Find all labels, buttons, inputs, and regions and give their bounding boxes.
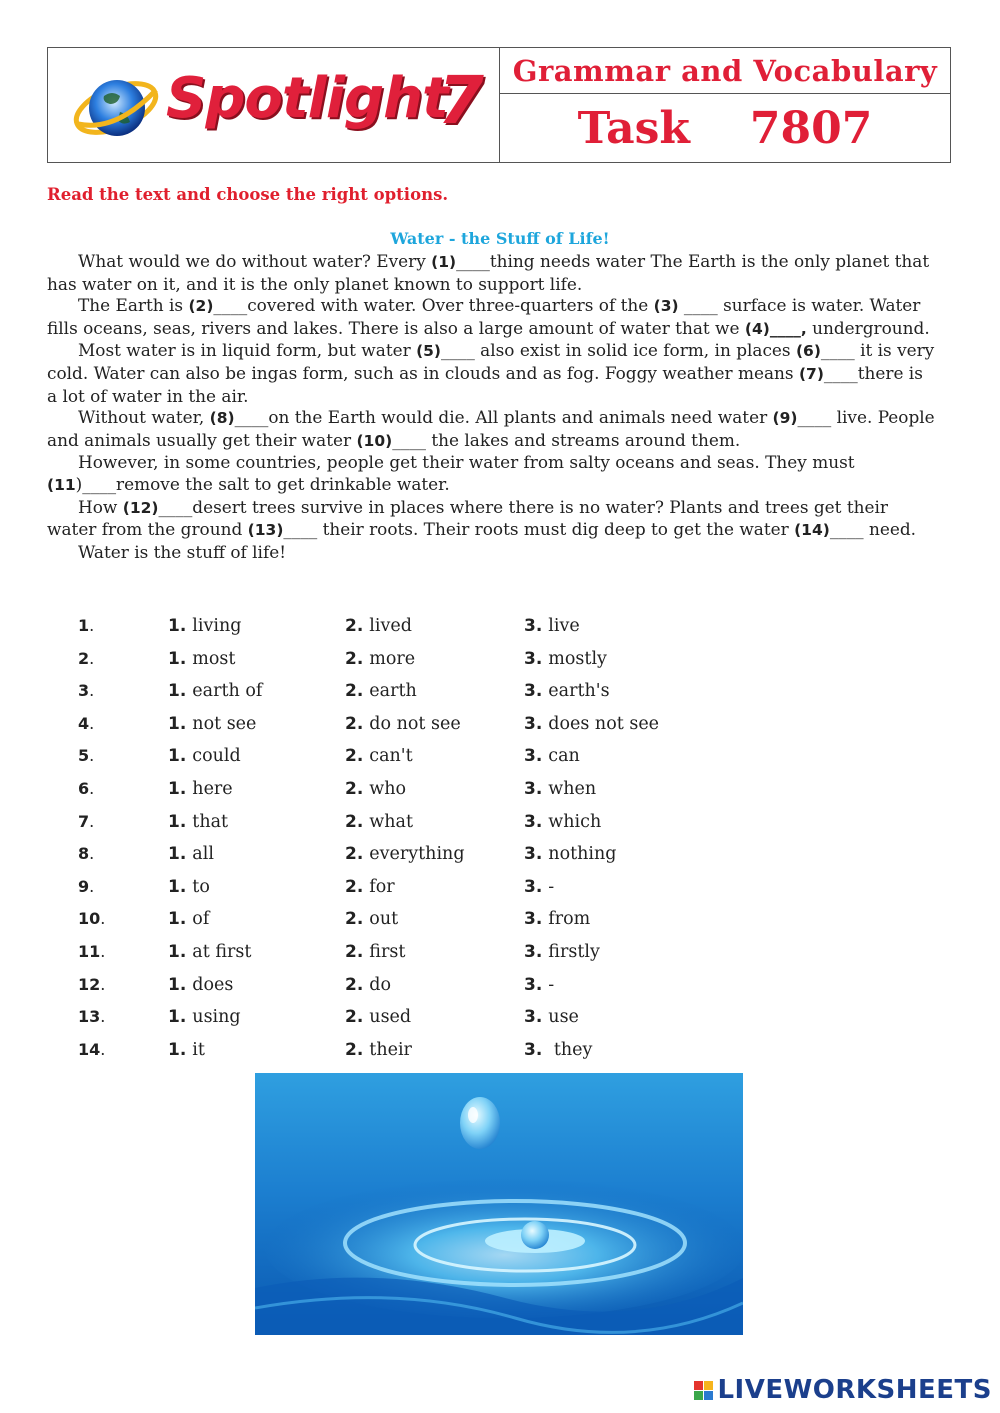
subject-title: Grammar and Vocabulary xyxy=(500,48,950,94)
question-row xyxy=(78,1007,778,1033)
option-key: 1. xyxy=(168,616,187,636)
option-key: 3. xyxy=(524,909,543,930)
option-key: 1. xyxy=(168,811,187,832)
answer-option[interactable] xyxy=(524,909,590,929)
option-text: does not see xyxy=(548,713,660,734)
gap-marker: (13) xyxy=(247,521,284,540)
option-key: 1. xyxy=(168,844,187,865)
question-number-value: 1 xyxy=(78,616,90,635)
option-text: - xyxy=(548,974,555,995)
option-key: 1. xyxy=(168,909,187,930)
option-key: 1. xyxy=(168,942,187,962)
option-key: 1. xyxy=(168,779,187,799)
question-number xyxy=(78,649,94,668)
question-number-dot: . xyxy=(89,876,95,896)
answer-option[interactable] xyxy=(168,909,209,929)
reading-title: Water - the Stuff of Life! xyxy=(390,229,610,248)
answer-option[interactable] xyxy=(524,812,601,832)
question-number-dot: . xyxy=(100,1039,106,1059)
answer-option[interactable] xyxy=(168,1040,205,1060)
question-number-dot: . xyxy=(100,974,106,994)
option-text: can't xyxy=(369,746,413,767)
question-number-dot: . xyxy=(89,616,95,635)
question-number-value: 9 xyxy=(78,876,90,896)
question-row xyxy=(78,812,778,838)
passage-paragraph xyxy=(47,497,937,542)
brand-name: LIVEWORKSHEETS xyxy=(717,1375,992,1405)
option-key: 2. xyxy=(345,648,364,669)
passage-paragraph xyxy=(47,452,937,496)
option-key: 2. xyxy=(345,681,364,702)
option-key: 3. xyxy=(524,779,543,799)
logo-grade-number: 7 xyxy=(438,62,484,139)
option-text: first xyxy=(369,942,406,962)
gap-marker: (5) xyxy=(416,342,442,361)
question-number-value: 14 xyxy=(78,1039,101,1059)
gap-marker: (9) xyxy=(772,409,798,428)
option-text: here xyxy=(192,779,233,799)
option-key: 3. xyxy=(524,811,543,832)
answer-option[interactable] xyxy=(345,975,391,995)
question-number xyxy=(78,746,94,765)
question-number-value: 8 xyxy=(78,844,90,864)
question-number-dot: . xyxy=(100,1007,106,1027)
question-row xyxy=(78,714,778,740)
question-number-value: 13 xyxy=(78,1007,101,1027)
answer-option[interactable] xyxy=(345,649,415,669)
question-number-dot: . xyxy=(89,648,95,668)
question-number xyxy=(78,942,105,961)
answer-option[interactable] xyxy=(168,714,256,734)
question-number xyxy=(78,681,94,700)
option-text: from xyxy=(548,909,591,930)
task-label: Task xyxy=(577,102,690,154)
question-number xyxy=(78,1040,105,1059)
option-key: 3. xyxy=(524,746,543,767)
option-text: what xyxy=(369,811,414,832)
option-key: 2. xyxy=(345,616,364,636)
question-number xyxy=(78,975,105,994)
question-number xyxy=(78,877,94,896)
reading-passage xyxy=(47,251,937,563)
question-row xyxy=(78,975,778,1001)
task-title xyxy=(500,94,950,162)
answer-option[interactable] xyxy=(524,714,659,734)
question-row xyxy=(78,942,778,968)
answer-option[interactable] xyxy=(168,1007,241,1027)
question-number-value: 7 xyxy=(78,811,90,831)
logo-wordmark: Spotlight xyxy=(166,66,448,131)
option-key: 1. xyxy=(168,1007,187,1028)
answer-option[interactable] xyxy=(345,616,412,636)
answer-option[interactable] xyxy=(524,975,554,995)
option-key: 2. xyxy=(345,844,364,865)
option-key: 2. xyxy=(345,713,364,734)
answer-option[interactable] xyxy=(524,1040,592,1060)
answer-option[interactable] xyxy=(168,779,233,799)
passage-text: Most water is in liquid form, but water xyxy=(78,340,417,361)
question-number-value: 10 xyxy=(78,909,101,929)
water-drop-image xyxy=(255,1073,743,1335)
option-text: firstly xyxy=(548,942,600,962)
option-text: not see xyxy=(192,713,257,734)
option-key: 1. xyxy=(168,746,187,767)
answer-option[interactable] xyxy=(345,714,461,734)
gap-marker: (12) xyxy=(122,498,159,517)
option-key: 3. xyxy=(524,713,543,734)
option-key: 3. xyxy=(524,844,543,865)
option-text: living xyxy=(192,616,242,636)
passage-text: ____ need. xyxy=(829,519,917,540)
question-number-dot: . xyxy=(89,746,95,766)
passage-text: ____ live. People and animals usually get their water xyxy=(47,407,935,450)
option-key: 1. xyxy=(168,876,187,897)
question-number-dot: . xyxy=(100,942,106,961)
answer-option[interactable] xyxy=(524,616,580,636)
question-number-value: 2 xyxy=(78,648,90,668)
question-row xyxy=(78,681,778,707)
answer-option[interactable] xyxy=(168,616,241,636)
option-text: at first xyxy=(192,942,252,962)
option-text: to xyxy=(192,876,210,897)
answer-option[interactable] xyxy=(168,877,210,897)
question-row xyxy=(78,746,778,772)
answer-option[interactable] xyxy=(524,649,607,669)
answer-option[interactable] xyxy=(168,746,241,766)
option-key: 1. xyxy=(168,974,187,995)
question-number-dot: . xyxy=(89,779,95,798)
passage-paragraph xyxy=(47,340,937,407)
option-text: that xyxy=(192,811,229,832)
question-number xyxy=(78,779,94,798)
answer-option[interactable] xyxy=(345,942,405,962)
passage-text: ____there is a lot of water in the air. xyxy=(47,362,923,406)
liveworksheets-logo-icon xyxy=(694,1381,713,1400)
question-row xyxy=(78,909,778,935)
question-number-dot: . xyxy=(89,811,95,831)
answer-option[interactable] xyxy=(168,649,235,669)
option-text: of xyxy=(192,909,210,930)
question-number-value: 11 xyxy=(78,942,101,961)
passage-text: The Earth is xyxy=(78,295,189,316)
option-text: nothing xyxy=(548,844,617,865)
question-row xyxy=(78,616,778,642)
gap-marker: (3) xyxy=(653,297,679,316)
answer-option[interactable] xyxy=(345,779,406,799)
option-text: mostly xyxy=(548,648,607,669)
option-key: 1. xyxy=(168,648,187,669)
answer-option[interactable] xyxy=(168,681,262,701)
option-key: 2. xyxy=(345,974,364,995)
option-key: 2. xyxy=(345,811,364,832)
instruction-text: Read the text and choose the right options. xyxy=(47,185,449,204)
question-row xyxy=(78,877,778,903)
worksheet-header xyxy=(47,47,951,163)
option-text: earth xyxy=(369,681,417,702)
gap-marker: (1) xyxy=(431,253,457,271)
passage-text: ____ also exist in solid ice form, in places xyxy=(441,340,796,361)
answer-option[interactable] xyxy=(168,844,214,864)
answer-option[interactable] xyxy=(524,779,596,799)
answer-option[interactable] xyxy=(524,746,580,766)
answer-option[interactable] xyxy=(345,746,413,766)
question-number xyxy=(78,616,94,635)
option-key: 1. xyxy=(168,713,187,734)
answer-option[interactable] xyxy=(345,909,398,929)
answer-option[interactable] xyxy=(524,844,616,864)
question-row xyxy=(78,844,778,870)
passage-text: ____ the lakes and streams around them. xyxy=(392,429,741,450)
option-key: 3. xyxy=(524,681,543,702)
answer-option[interactable] xyxy=(345,844,465,864)
option-key: 1. xyxy=(168,681,187,702)
passage-paragraph xyxy=(47,407,937,452)
option-key: 3. xyxy=(524,1007,543,1028)
answer-option[interactable] xyxy=(524,942,600,962)
option-text: used xyxy=(369,1007,412,1028)
question-number-value: 3 xyxy=(78,681,90,701)
option-text: when xyxy=(548,779,597,799)
question-number-value: 6 xyxy=(78,779,90,798)
question-number-dot: . xyxy=(89,681,95,701)
option-text: most xyxy=(192,648,236,669)
passage-text: Without water, xyxy=(78,407,210,428)
gap-marker: (8) xyxy=(209,409,235,428)
option-text: use xyxy=(548,1007,579,1028)
question-number-dot: . xyxy=(89,844,95,864)
answer-option[interactable] xyxy=(345,681,417,701)
option-text: do xyxy=(369,974,392,995)
gap-marker: (14) xyxy=(794,521,830,540)
option-key: 3. xyxy=(524,616,543,636)
globe-icon xyxy=(72,66,160,148)
option-text: - xyxy=(548,876,555,897)
option-key: 1. xyxy=(168,1039,187,1060)
option-text: their xyxy=(369,1039,412,1060)
option-text: for xyxy=(369,876,395,897)
logo-cell xyxy=(48,48,500,162)
option-text: does xyxy=(192,974,234,995)
option-key: 2. xyxy=(345,1007,364,1028)
passage-paragraph xyxy=(47,251,937,295)
answer-option[interactable] xyxy=(168,942,251,962)
gap-marker: (4)____, xyxy=(744,319,807,338)
question-number xyxy=(78,714,94,733)
option-text: which xyxy=(548,811,602,832)
question-number-value: 5 xyxy=(78,746,90,766)
option-key: 3. xyxy=(524,974,543,995)
task-number: 7807 xyxy=(749,102,873,154)
option-key: 2. xyxy=(345,1039,364,1060)
option-text: who xyxy=(369,779,407,799)
passage-text: How xyxy=(78,496,123,517)
passage-text: )____remove the salt to get drinkable water. xyxy=(75,473,450,494)
option-text: using xyxy=(192,1007,241,1028)
passage-text: ____thing needs water The Earth is the only planet that has water on it, and it is the only planet known to support life. xyxy=(47,251,930,294)
answer-option[interactable] xyxy=(524,681,610,701)
passage-text: ____on the Earth would die. All plants and animals need water xyxy=(234,407,773,428)
question-number xyxy=(78,909,105,928)
gap-marker: (7) xyxy=(798,364,824,383)
option-key: 2. xyxy=(345,746,364,767)
option-text: more xyxy=(369,648,416,669)
option-key: 3. xyxy=(524,648,543,669)
passage-text: ____ their roots. Their roots must dig deep to get the water xyxy=(283,519,795,540)
option-text: out xyxy=(369,909,399,930)
answer-option[interactable] xyxy=(345,877,395,897)
question-number-dot: . xyxy=(89,713,95,733)
passage-text: However, in some countries, people get their water from salty oceans and seas. They must xyxy=(78,452,855,473)
option-text: do not see xyxy=(369,713,461,734)
passage-text: Water is the stuff of life! xyxy=(78,541,286,562)
option-key: 2. xyxy=(345,909,364,930)
passage-text: What would we do without water? Every xyxy=(78,251,432,271)
option-text: lived xyxy=(369,616,412,636)
gap-marker: (10) xyxy=(356,431,393,450)
option-text: everything xyxy=(369,844,465,865)
answer-option[interactable] xyxy=(168,975,233,995)
option-text: could xyxy=(192,746,241,767)
question-number-dot: . xyxy=(100,909,106,929)
option-key: 2. xyxy=(345,942,364,962)
passage-paragraph xyxy=(47,542,937,564)
answer-option[interactable] xyxy=(524,877,554,897)
option-text: earth's xyxy=(548,681,610,702)
answer-option[interactable] xyxy=(345,812,413,832)
question-row xyxy=(78,649,778,675)
liveworksheets-brand xyxy=(694,1375,992,1405)
gap-marker: (6) xyxy=(795,342,821,361)
answer-option[interactable] xyxy=(345,1040,412,1060)
option-key: 3. xyxy=(524,1039,543,1060)
passage-paragraph xyxy=(47,295,937,340)
question-number-value: 12 xyxy=(78,974,101,994)
passage-text: ____ it is very cold. Water can also be ingas form, such as in clouds and as fog. Foggy weather means xyxy=(47,340,935,383)
answer-option[interactable] xyxy=(345,1007,411,1027)
header-title-cell xyxy=(500,48,950,162)
option-key: 2. xyxy=(345,876,364,897)
option-key: 2. xyxy=(345,779,364,799)
gap-marker: (11 xyxy=(47,475,76,494)
option-text: live xyxy=(548,616,580,636)
option-key: 3. xyxy=(524,942,543,962)
question-number xyxy=(78,812,94,831)
question-row xyxy=(78,779,778,805)
passage-text: ____covered with water. Over three-quarters of the xyxy=(213,295,654,316)
passage-text: ____desert trees survive in places where there is no water? Plants and trees get their water from the ground xyxy=(47,496,888,540)
passage-text: ____ surface is water. Water fills oceans, seas, rivers and lakes. There is also a large amount of water that we xyxy=(47,295,921,338)
option-text: they xyxy=(548,1039,593,1060)
passage-text: underground. xyxy=(806,317,930,338)
question-number-value: 4 xyxy=(78,713,90,733)
option-text: earth of xyxy=(192,681,263,702)
option-key: 3. xyxy=(524,876,543,897)
answer-option[interactable] xyxy=(168,812,228,832)
question-number xyxy=(78,844,94,863)
gap-marker: (2) xyxy=(188,297,214,316)
option-text: all xyxy=(192,844,214,865)
question-row xyxy=(78,1040,778,1066)
option-text: can xyxy=(548,746,580,767)
option-text: it xyxy=(192,1039,205,1060)
answer-option[interactable] xyxy=(524,1007,579,1027)
question-number xyxy=(78,1007,105,1026)
